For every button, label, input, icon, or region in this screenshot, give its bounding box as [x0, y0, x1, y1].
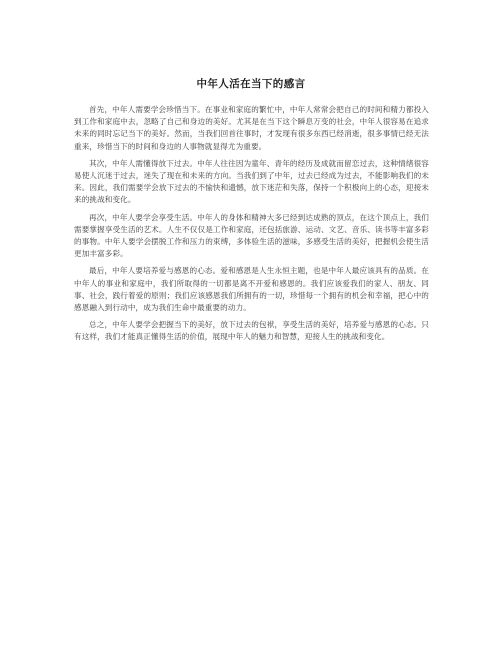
- paragraph-5: 总之，中年人要学会把握当下的美好，放下过去的包袱，享受生活的美好，培养爱与感恩的心态。只有这样，我们才能真正懂得生活的价值，展现中年人的魅力和智慧，迎接人生的挑战和变化。: [74, 320, 429, 342]
- document-body: [74, 104, 429, 349]
- paragraph-1: 首先，中年人需要学会珍惜当下。在事业和家庭的繁忙中，中年人常常会把自己的时间和精力都投入到工作和家庭中去，忽略了自己和身边的美好。尤其是在当下这个瞬息万变的社会，中年人很容易在追求未来的同时忘记当下的美好。然而，当我们回首往事时，才发现有很多东西已经消逝，很多事情已经无法重来，珍惜当下的时间和身边的人事物就显得尤为重要。: [74, 105, 429, 151]
- document-title: 中年人活在当下的感言: [196, 78, 306, 90]
- paragraph-2: 其次，中年人需懂得放下过去。中年人往往因为童年、青年的经历及成就而留恋过去，这种情绪很容易使人沉迷于过去，迷失了现在和未来的方向。当我们到了中年，过去已经成为过去，不能影响我们的未来。因此，我们需要学会放下过去的不愉快和遗憾，放下迷茫和失落，保持一个积极向上的心态，迎接未来的挑战和变化。: [74, 158, 429, 205]
- paragraph-3: 再次，中年人要学会享受生活。中年人的身体和精神大多已经到达成熟的顶点，在这个顶点上，我们需要掌握享受生活的艺术。人生不仅仅是工作和家庭，还包括旅游、运动、文艺、音乐、读书等丰富多彩的事物。中年人要学会摆脱工作和压力的束缚，多体验生活的滋味，多感受生活的美好，把握机会使生活更加丰富多彩。: [74, 212, 429, 259]
- paragraph-4: 最后，中年人要培养爱与感恩的心态。爱和感恩是人生永恒主题，也是中年人最应该具有的品质。在中年人的事业和家庭中，我们所取得的一切都是离不开爱和感恩的。我们应该爱我们的家人、朋友、同事、社会，践行着爱的原则；我们应该感恩我们所拥有的一切，珍惜每一个拥有的机会和幸福，把心中的感恩融入到行动中，成为我们生命中最重要的动力。: [74, 266, 429, 313]
